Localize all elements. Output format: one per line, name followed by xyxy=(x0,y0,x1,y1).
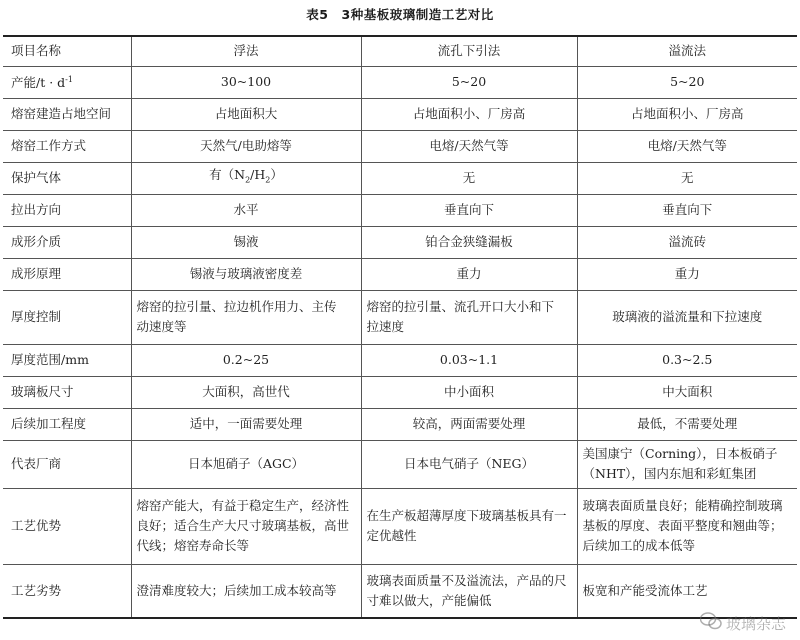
cell-overflow: 板宽和产能受流体工艺 xyxy=(577,564,797,618)
row-label: 后续加工程度 xyxy=(3,408,131,440)
table-row xyxy=(3,98,797,130)
cell-float: 澄清难度较大；后续加工成本较高等 xyxy=(131,564,361,618)
cell-slot: 重力 xyxy=(361,258,577,290)
protect-float-pre: 有（N xyxy=(209,167,246,183)
row-label: 熔窑工作方式 xyxy=(3,130,131,162)
header-row xyxy=(3,36,797,66)
cell-float: 熔窑的拉引量、拉边机作用力、主传动速度等 xyxy=(131,290,361,344)
cell-overflow: 占地面积小、厂房高 xyxy=(577,98,797,130)
protect-float-sub2: 2 xyxy=(265,175,271,185)
cell-slot: 垂直向下 xyxy=(361,194,577,226)
cell-slot: 中小面积 xyxy=(361,376,577,408)
cell-slot: 占地面积小、厂房高 xyxy=(361,98,577,130)
cell-overflow: 玻璃表面质量良好；能精确控制玻璃基板的厚度、表面平整度和翘曲等；后续加工的成本低等 xyxy=(577,488,797,564)
table-row xyxy=(3,488,797,564)
process-comparison-table xyxy=(3,35,797,619)
cell-overflow: 中大面积 xyxy=(577,376,797,408)
cell-float: 锡液与玻璃液密度差 xyxy=(131,258,361,290)
row-label: 成形原理 xyxy=(3,258,131,290)
table-caption: 表5 3种基板玻璃制造工艺对比 xyxy=(306,7,494,22)
table-row xyxy=(3,226,797,258)
cell-float: 天然气/电助熔等 xyxy=(131,130,361,162)
table-row xyxy=(3,440,797,488)
cell-slot: 电熔/天然气等 xyxy=(361,130,577,162)
cell-float: 0.2~25 xyxy=(131,344,361,376)
cell-float: 锡液 xyxy=(131,226,361,258)
protect-float-mid: /H xyxy=(250,167,266,183)
row-label: 代表厂商 xyxy=(3,440,131,488)
table-row xyxy=(3,66,797,98)
cell-float: 30~100 xyxy=(131,66,361,98)
header-slot-down-draw: 流孔下引法 xyxy=(361,36,577,66)
cell-float: 占地面积大 xyxy=(131,98,361,130)
header-overflow: 溢流法 xyxy=(577,36,797,66)
cell-slot: 铂合金狭缝漏板 xyxy=(361,226,577,258)
table-row xyxy=(3,194,797,226)
row-label: 熔窑建造占地空间 xyxy=(3,98,131,130)
cell-slot: 较高，两面需要处理 xyxy=(361,408,577,440)
wechat-icon xyxy=(700,612,722,634)
cell-slot: 在生产板超薄厚度下玻璃基板具有一定优越性 xyxy=(361,488,577,564)
table-row xyxy=(3,258,797,290)
cell-slot: 5~20 xyxy=(361,66,577,98)
cell-overflow: 垂直向下 xyxy=(577,194,797,226)
cell-overflow: 溢流砖 xyxy=(577,226,797,258)
table-row xyxy=(3,290,797,344)
capacity-label-text: 产能/t · d xyxy=(11,75,66,91)
cell-slot: 0.03~1.1 xyxy=(361,344,577,376)
row-label: 厚度控制 xyxy=(3,290,131,344)
cell-overflow: 0.3~2.5 xyxy=(577,344,797,376)
table-row xyxy=(3,130,797,162)
row-label xyxy=(3,66,131,98)
watermark-text: 玻璃杂志 xyxy=(725,614,786,633)
cell-float: 大面积，高世代 xyxy=(131,376,361,408)
protect-float-sub1: 2 xyxy=(245,175,251,185)
cell-overflow: 重力 xyxy=(577,258,797,290)
header-float: 浮法 xyxy=(131,36,361,66)
cell-float: 水平 xyxy=(131,194,361,226)
watermark xyxy=(700,612,786,634)
cell-float: 熔窑产能大，有益于稳定生产，经济性良好；适合生产大尺寸玻璃基板，高世代线；熔窑寿命长等 xyxy=(131,488,361,564)
cell-overflow: 5~20 xyxy=(577,66,797,98)
cell-overflow: 最低，不需要处理 xyxy=(577,408,797,440)
capacity-label-sup: -1 xyxy=(65,75,73,85)
table-row xyxy=(3,564,797,618)
table-row xyxy=(3,408,797,440)
cell-overflow: 美国康宁（Corning），日本板硝子（NHT），国内东旭和彩虹集团 xyxy=(577,440,797,488)
row-label: 拉出方向 xyxy=(3,194,131,226)
cell-overflow: 无 xyxy=(577,162,797,194)
cell-slot: 无 xyxy=(361,162,577,194)
row-label: 工艺劣势 xyxy=(3,564,131,618)
cell-slot: 熔窑的拉引量、流孔开口大小和下拉速度 xyxy=(361,290,577,344)
row-label: 工艺优势 xyxy=(3,488,131,564)
cell-overflow: 玻璃液的溢流量和下拉速度 xyxy=(577,290,797,344)
row-label: 厚度范围/mm xyxy=(3,344,131,376)
row-label: 玻璃板尺寸 xyxy=(3,376,131,408)
protect-float-post: ） xyxy=(270,167,283,183)
row-label: 成形介质 xyxy=(3,226,131,258)
table-row xyxy=(3,162,797,194)
cell-float: 适中，一面需要处理 xyxy=(131,408,361,440)
table-row xyxy=(3,376,797,408)
cell-slot: 日本电气硝子（NEG） xyxy=(361,440,577,488)
table-row xyxy=(3,344,797,376)
cell-float xyxy=(131,162,361,194)
row-label: 保护气体 xyxy=(3,162,131,194)
cell-float: 日本旭硝子（AGC） xyxy=(131,440,361,488)
cell-slot: 玻璃表面质量不及溢流法，产品的尺寸难以做大，产能偏低 xyxy=(361,564,577,618)
cell-overflow: 电熔/天然气等 xyxy=(577,130,797,162)
header-item-name: 项目名称 xyxy=(3,36,131,66)
